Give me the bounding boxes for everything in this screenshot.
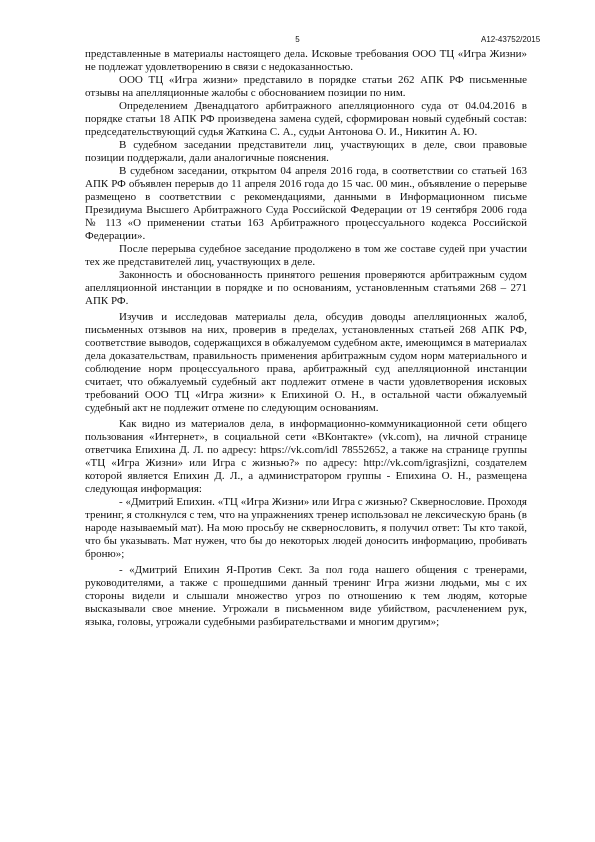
document-body (85, 48, 527, 629)
paragraph: Как видно из материалов дела, в информационно-коммуникационной сети общего пользования «Интернет», в социальной сети «ВКонтакте» (vk.com), на личной странице ответчика Епихина Д. Л. по адресу: https://vk.com/idl 78552652, а также на странице группы «ТЦ «Игра Жизни» или Игра с жизнью?» по адресу: http://vk.com/igrasjizni, создателем которой является Епихин Д. Л., а администратором группы - Епихина О. Н., размещена следующая информация: (85, 418, 527, 495)
quote-item: - «Дмитрий Епихин Я-Против Сект. За пол года нашего общения с тренерами, руководителями, а также с прошедшими данный тренинг Игра жизни людьми, мы с их стороны видели и слышали множество угроз по отношению к тем людям, которые высказывали свое мнение. Угрожали в письменном виде убийством, расчленением рук, языка, головы, угрожали судебными разбирательствами и многим другим»; (85, 564, 527, 628)
page-number: 5 (295, 35, 300, 44)
quote-item: - «Дмитрий Епихин. «ТЦ «Игра Жизни» или Игра с жизнью? Сквернословие. Проходя тренинг, я столкнулся с тем, что на упражнениях тренер использовал не лексическую брань (в народе называемый мат). На мою просьбу не сквернословить, я получил ответ: Ты кто такой, что бы указывать. Мат нужен, что бы до некоторых людей доносить информацию, пробивать броню»; (85, 496, 527, 560)
paragraph: Изучив и исследовав материалы дела, обсудив доводы апелляционных жалоб, письменных отзывов на них, проверив в пределах, установленных статьей 268 АПК РФ, соответствие выводов, содержащихся в обжалуемом судебном акте, имеющимся в материалах дела доказательствам, правильность применения арбитражным судом норм материального и соблюдение норм процессуального права, арбитражный суд апелляционной инстанции считает, что обжалуемый судебный акт подлежит отмене в части удовлетворения исковых требований ООО ТЦ «Игра жизни» к Епихиной О. Н., в остальной части обжалуемый судебный акт не подлежит отмене по следующим основаниям. (85, 311, 527, 414)
paragraph: Законность и обоснованность принятого решения проверяются арбитражным судом апелляционной инстанции в порядке и по основаниям, установленным статьями 268 – 271 АПК РФ. (85, 269, 527, 307)
paragraph: В судебном заседании, открытом 04 апреля 2016 года, в соответствии со статьей 163 АПК РФ объявлен перерыв до 11 апреля 2016 года до 15 час. 00 мин., объявление о перерыве размещено в соответствии с рекомендациями, данными в Информационном письме Президиума Высшего Арбитражного Суда Российской Федерации от 19 сентября 2006 года № 113 «О применении статьи 163 Арбитражного процессуального кодекса Российской Федерации». (85, 165, 527, 242)
case-number: А12-43752/2015 (481, 35, 541, 44)
paragraph: представленные в материалы настоящего дела. Исковые требования ООО ТЦ «Игра Жизни» не подлежат удовлетворению в связи с недоказанностью. (85, 48, 527, 73)
paragraph: В судебном заседании представители лиц, участвующих в деле, свои правовые позиции поддержали, дали аналогичные пояснения. (85, 139, 527, 164)
paragraph: После перерыва судебное заседание продолжено в том же составе судей при участии тех же представителей лиц, участвующих в деле. (85, 243, 527, 268)
paragraph: ООО ТЦ «Игра жизни» представило в порядке статьи 262 АПК РФ письменные отзывы на апелляционные жалобы с обоснованием позиции по ним. (85, 74, 527, 99)
paragraph: Определением Двенадцатого арбитражного апелляционного суда от 04.04.2016 в порядке статьи 18 АПК РФ произведена замена судей, сформирован новый судебный состав: председательствующий судья Жаткина С. А., судьи Антонова О. И., Никитин А. Ю. (85, 100, 527, 138)
